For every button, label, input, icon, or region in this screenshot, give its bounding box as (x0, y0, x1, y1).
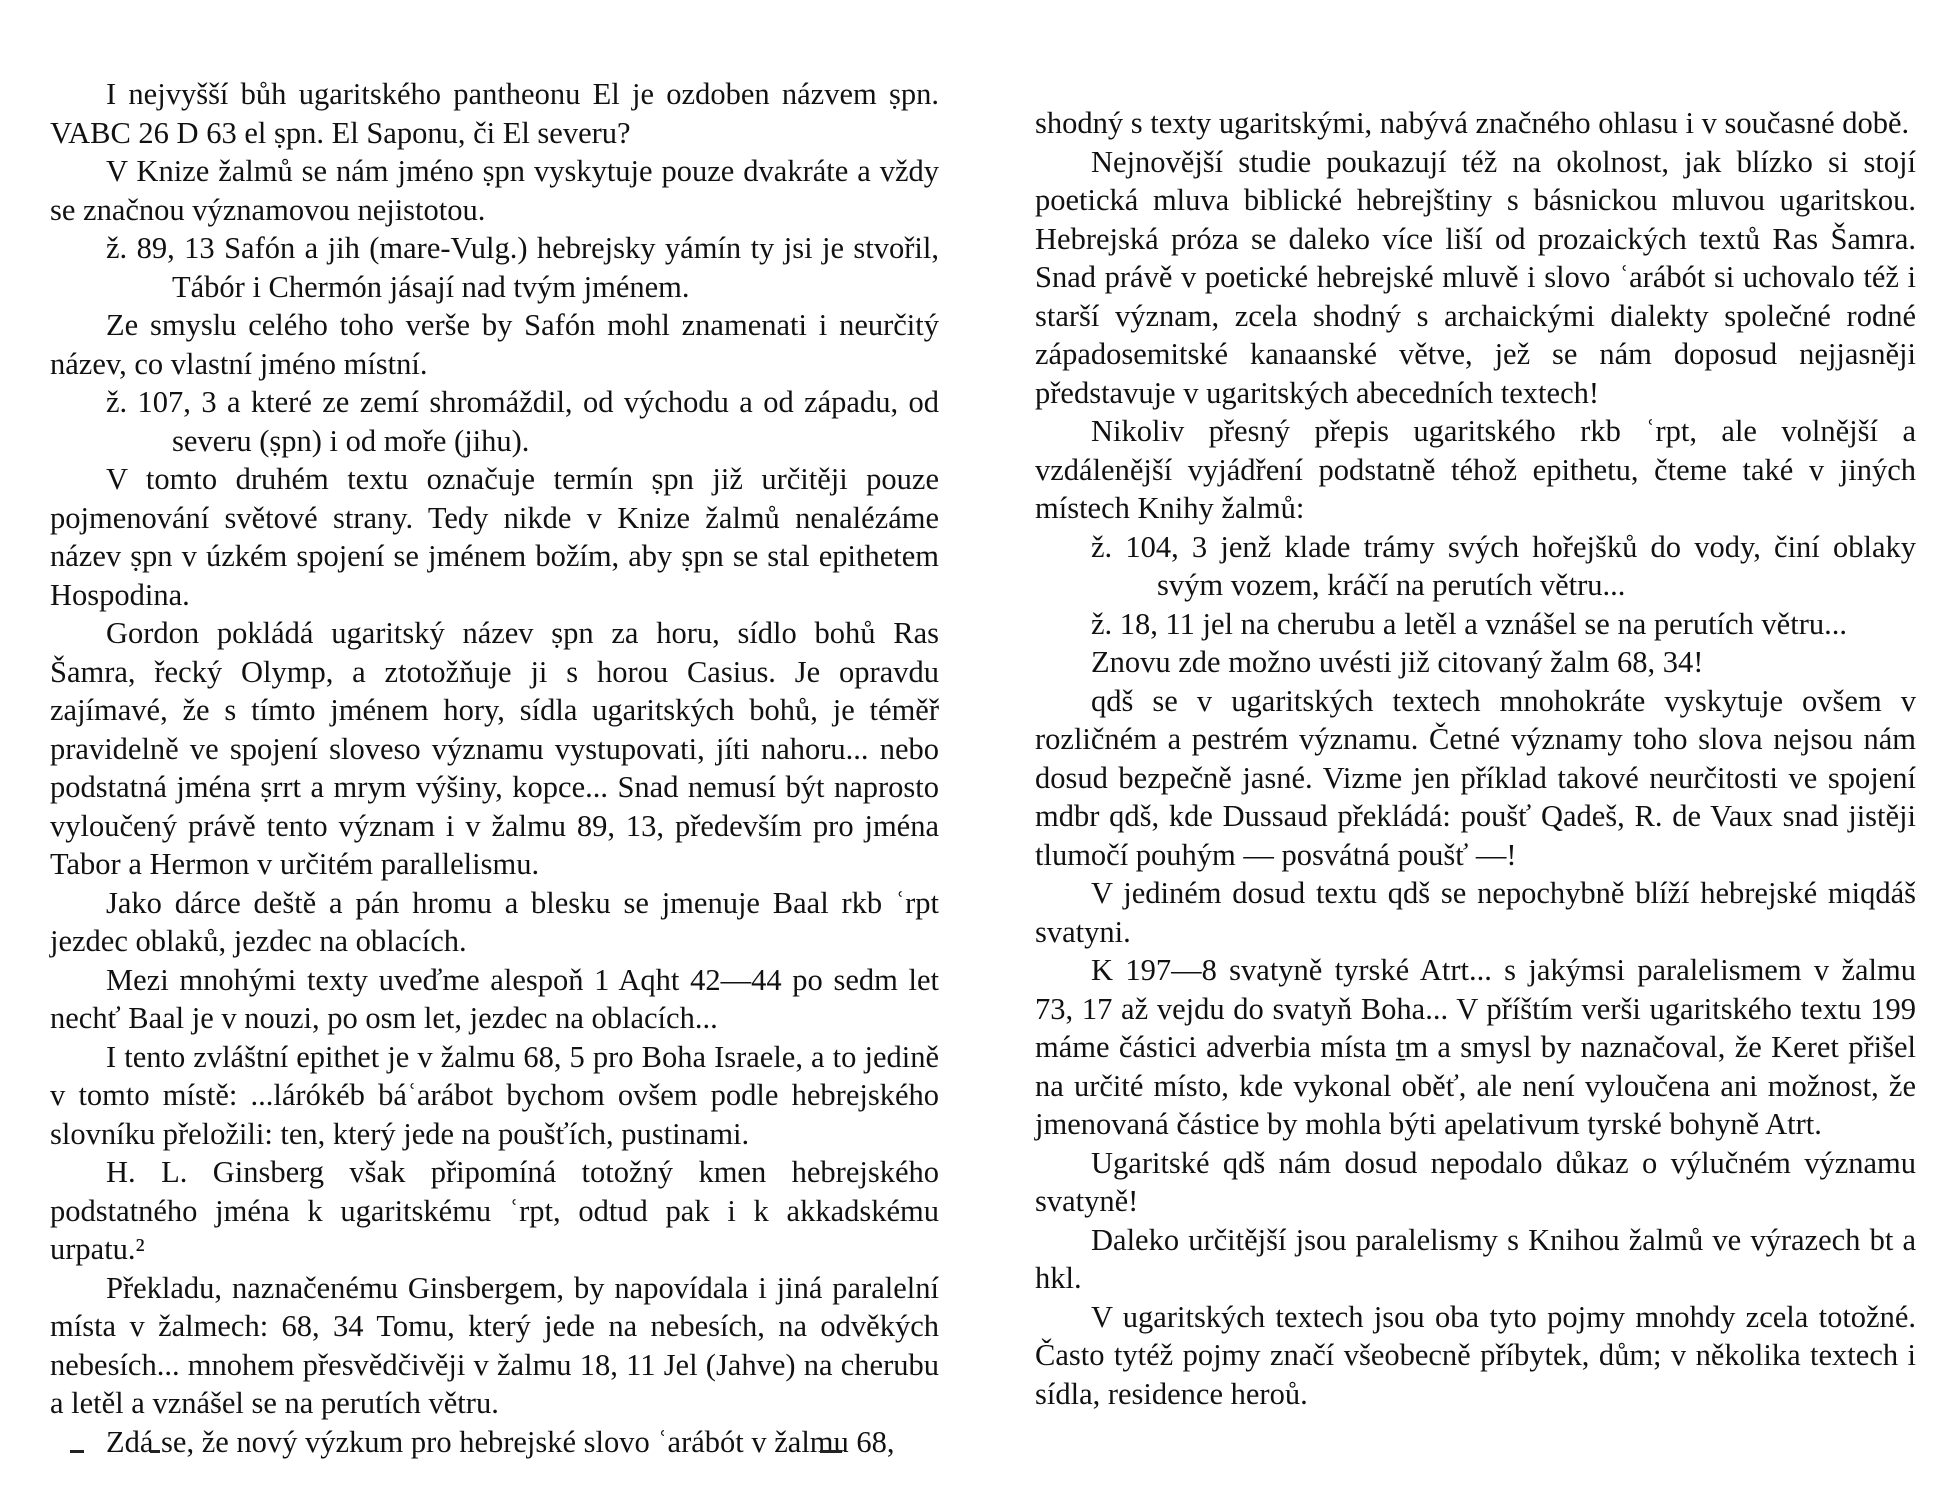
paragraph: Ze smyslu celého toho verše by Safón mohl znamenati i neurčitý název, co vlastní jméno místní. (50, 308, 939, 381)
paragraph: shodný s texty ugaritskými, nabývá značného ohlasu i v současné době. (1035, 106, 1910, 140)
paragraph: Znovu zde možno uvésti již citovaný žalm 68, 34! (1091, 645, 1704, 679)
paragraph: H. L. Ginsberg však připomíná totožný kmen hebrejského podstatného jména k ugaritskému ʿrpt, odtud pak i k akkadskému urpatu.² (50, 1155, 939, 1266)
paragraph: I tento zvláštní epithet je v žalmu 68, 5 pro Boha Israele, a to jedině v tomto místě: ...lárókéb báʿarábot bychom ovšem podle hebrejského slovníku přeložili: ten, který jede na poušťích, pustinami. (50, 1039, 939, 1151)
paragraph: Zdá se, že nový výzkum pro hebrejské slovo ʿarábót v žalmu 68, (106, 1424, 895, 1459)
paragraph: V tomto druhém textu označuje termín ṣpn již určitěji pouze pojmenování světové strany. Tedy nikde v Knize žalmů nenalézáme název ṣpn v úzkém spojení se jménem božím, aby ṣpn se stal epithetem Hospodina. (50, 462, 939, 612)
psalm-quote: ž. 89, 13 Safón a jih (mare-Vulg.) hebrejsky yámín ty jsi je stvořil, Tábór i Chermón jásají nad tvým jménem. (106, 231, 939, 304)
scan-artifact (820, 1442, 842, 1453)
psalm-quote: ž. 107, 3 a které ze zemí shromáždil, od východu a od západu, od severu (ṣpn) i od moře (jihu). (106, 385, 939, 458)
paragraph: Jako dárce deště a pán hromu a blesku se jmenuje Baal rkb ʿrpt jezdec oblaků, jezdec na oblacích. (50, 885, 939, 958)
paragraph: Překladu, naznačenému Ginsbergem, by napovídala i jiná paralelní místa v žalmech: 68, 34 Tomu, který jede na nebesích, na odvěkých nebesích... mnohem přesvědčivěji v žalmu 18, 11 Jel (Jahve) na cherubu a letěl a vznášel se na perutích větru. (50, 1270, 939, 1420)
paragraph: V jediném dosud textu qdš se nepochybně blíží hebrejské miqdáš svatyni. (1035, 876, 1916, 949)
paragraph: I nejvyšší bůh ugaritského pantheonu El je ozdoben názvem ṣpn. VABC 26 D 63 el ṣpn. El Saponu, či El severu? (50, 77, 939, 150)
paragraph: Mezi mnohými texty uveďme alespoň 1 Aqht 42—44 po sedm let nechť Baal je v nouzi, po osm let, jezdec na oblacích... (50, 962, 939, 1035)
paragraph: V Knize žalmů se nám jméno ṣpn vyskytuje pouze dvakráte a vždy se značnou významovou nejistotou. (50, 154, 939, 227)
psalm-quote: ž. 18, 11 jel na cherubu a letěl a vznášel se na perutích větru... (1091, 606, 1847, 641)
paragraph: Nikoliv přesný přepis ugaritského rkb ʿrpt, ale volnější a vzdálenější vyjádření podstatně téhož epithetu, čteme také v jiných místech Knihy žalmů: (1035, 414, 1916, 525)
right-page (977, 0, 1954, 1500)
paragraph: K 197—8 svatyně tyrské Atrt... s jakýmsi paralelismem v žalmu 73, 17 až vejdu do svatyň Boha... V příštím verši ugaritského textu 199 máme částici adverbia místa ṯm a smysl by naznačoval, že Keret přišel na určité místo, kde vykonal oběť, ale není vyloučena ani možnost, že jmenovaná částice by mohla býti apelativum tyrské bohyně Atrt. (1035, 953, 1916, 1141)
psalm-quote: ž. 104, 3 jenž klade trámy svých hořejšků do vody, činí oblaky svým vozem, kráčí na perutích větru... (1091, 529, 1916, 602)
paragraph: Gordon pokládá ugaritský název ṣpn za horu, sídlo bohů Ras Šamra, řecký Olymp, a ztotožňuje ji s horou Casius. Je opravdu zajímavé, že s tímto jménem hory, sídla ugaritských bohů, je téměř pravidelně ve spojení sloveso významu vystupovati, jíti nahoru... nebo podstatná jména ṣrrt a mrym výšiny, kopce... Snad nemusí být naprosto vyloučený právě tento význam i v žalmu 89, 13, především pro jména Tabor a Hermon v určitém parallelismu. (50, 616, 939, 881)
scan-artifact (70, 1442, 84, 1453)
paragraph: Nejnovější studie poukazují též na okolnost, jak blízko si stojí poetická mluva biblické hebrejštiny s básnickou mluvou ugaritskou. Hebrejská próza se daleko více liší od prozaických textů Ras Šamra. Snad právě v poetické hebrejské mluvě i slovo ʿarábót si uchovalo též i starší význam, zcela shodný s archaickými dialekty společné rodné západosemitské kanaanské větve, jež se nám doposud nejjasněji představuje v ugaritských abecedních textech! (1035, 144, 1916, 410)
paragraph: Daleko určitější jsou paralelismy s Knihou žalmů ve výrazech bt a hkl. (1035, 1222, 1916, 1295)
paragraph: Ugaritské qdš nám dosud nepodalo důkaz o výlučném významu svatyně! (1035, 1145, 1916, 1218)
paragraph: qdš se v ugaritských textech mnohokráte vyskytuje ovšem v rozličném a pestrém významu. Četné významy toho slova nejsou nám dosud bezpečně jasné. Vizme jen příklad takové neurčitosti ve spojení mdbr qdš, kde Dussaud překládá: poušť Qadeš, R. de Vaux snad jistěji tlumočí pouhým — posvátná poušť —! (1035, 683, 1916, 872)
scan-artifact (150, 1442, 160, 1453)
paragraph: V ugaritských textech jsou oba tyto pojmy mnohdy zcela totožné. Často tytéž pojmy značí všeobecně příbytek, dům; v několika textech i sídla, residence heroů. (1035, 1299, 1916, 1411)
